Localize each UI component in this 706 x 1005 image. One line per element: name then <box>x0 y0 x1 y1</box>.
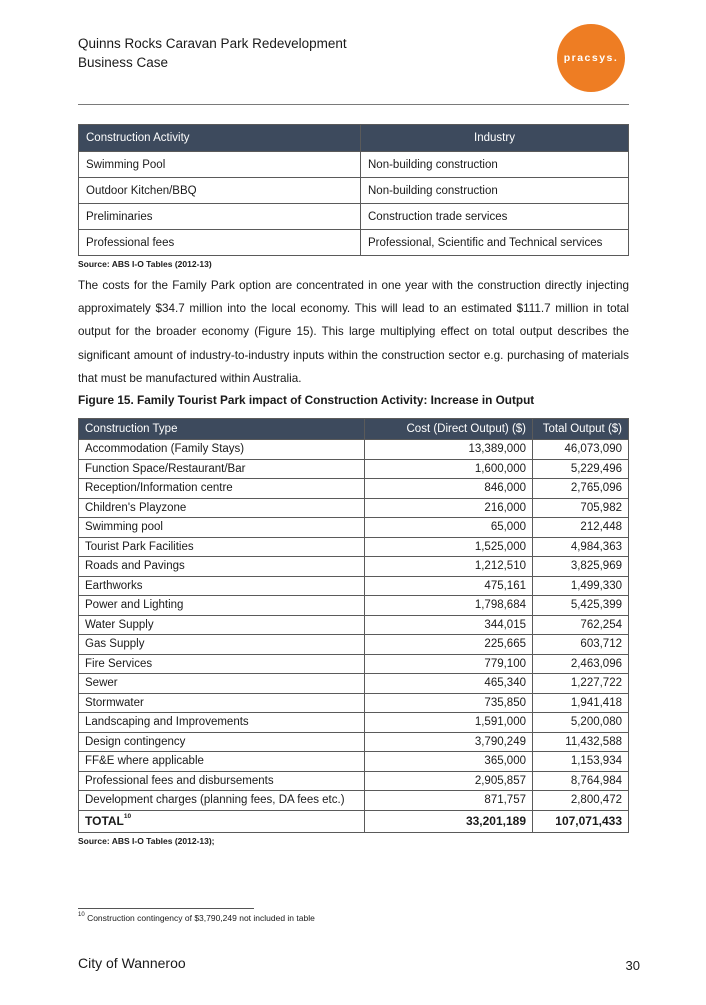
type-cell: Children's Playzone <box>79 498 365 518</box>
cost-cell: 735,850 <box>365 693 533 713</box>
header-divider <box>78 104 629 105</box>
table-row <box>79 576 629 596</box>
column-header-activity: Construction Activity <box>79 125 361 152</box>
type-cell: Design contingency <box>79 732 365 752</box>
cost-cell: 871,757 <box>365 791 533 811</box>
type-cell: Earthworks <box>79 576 365 596</box>
pracsys-logo <box>557 24 625 92</box>
type-cell: Swimming pool <box>79 518 365 538</box>
cost-cell: 3,790,249 <box>365 732 533 752</box>
output-cell: 2,765,096 <box>533 479 629 499</box>
footnote-ref: 10 <box>123 813 132 820</box>
cost-cell: 1,591,000 <box>365 713 533 733</box>
output-cell: 603,712 <box>533 635 629 655</box>
column-header-construction-type: Construction Type <box>79 419 365 440</box>
type-cell: Roads and Pavings <box>79 557 365 577</box>
output-cell: 762,254 <box>533 615 629 635</box>
output-cell: 11,432,588 <box>533 732 629 752</box>
table-row <box>79 654 629 674</box>
table-row <box>79 152 629 178</box>
cost-cell: 13,389,000 <box>365 440 533 460</box>
industry-cell: Non-building construction <box>361 152 629 178</box>
total-label-cell <box>79 810 365 832</box>
header-line-1: Quinns Rocks Caravan Park Redevelopment <box>78 36 347 51</box>
output-cell: 5,425,399 <box>533 596 629 616</box>
output-cell: 1,941,418 <box>533 693 629 713</box>
table-row <box>79 498 629 518</box>
industry-cell: Construction trade services <box>361 204 629 230</box>
activity-cell: Professional fees <box>79 230 361 256</box>
type-cell: Fire Services <box>79 654 365 674</box>
output-cell: 46,073,090 <box>533 440 629 460</box>
header-line-2: Business Case <box>78 55 169 70</box>
activity-cell: Outdoor Kitchen/BBQ <box>79 178 361 204</box>
footnote-number: 10 <box>78 912 85 918</box>
output-cell: 4,984,363 <box>533 537 629 557</box>
cost-cell: 1,212,510 <box>365 557 533 577</box>
table-row <box>79 732 629 752</box>
table-row <box>79 440 629 460</box>
column-header-total-output: Total Output ($) <box>533 419 629 440</box>
type-cell: Gas Supply <box>79 635 365 655</box>
industry-cell: Professional, Scientific and Technical services <box>361 230 629 256</box>
cost-cell: 2,905,857 <box>365 771 533 791</box>
table-row <box>79 479 629 499</box>
industry-cell: Non-building construction <box>361 178 629 204</box>
page-number: 30 <box>625 958 640 973</box>
table-row <box>79 771 629 791</box>
type-cell: Professional fees and disbursements <box>79 771 365 791</box>
activity-table-source: Source: ABS I-O Tables (2012-13) <box>78 259 212 269</box>
type-cell: Tourist Park Facilities <box>79 537 365 557</box>
output-cell: 705,982 <box>533 498 629 518</box>
table-row <box>79 518 629 538</box>
cost-cell: 225,665 <box>365 635 533 655</box>
body-paragraph: The costs for the Family Park option are concentrated in one year with the construction directly injecting approximately $34.7 million into the local economy. This will lead to an estimated $111.7 million in total output for the broader economy (Figure 15). This large multiplying effect on total output describes the significant amount of industry-to-industry inputs within the construction sector e.g. purchasing of materials that must be manufactured within Australia. <box>78 279 629 385</box>
table-header-row <box>79 419 629 440</box>
output-table-source: Source: ABS I-O Tables (2012-13); <box>78 836 215 846</box>
cost-cell: 475,161 <box>365 576 533 596</box>
type-cell: Accommodation (Family Stays) <box>79 440 365 460</box>
table-row <box>79 615 629 635</box>
logo-text: pracsys. <box>563 52 619 64</box>
output-cell: 1,499,330 <box>533 576 629 596</box>
table-row <box>79 752 629 772</box>
total-label: TOTAL <box>85 814 124 828</box>
total-output-cell: 107,071,433 <box>533 810 629 832</box>
cost-cell: 846,000 <box>365 479 533 499</box>
table-row <box>79 674 629 694</box>
table-row <box>79 693 629 713</box>
output-cell: 1,153,934 <box>533 752 629 772</box>
table-header-row <box>79 125 629 152</box>
total-cost-cell: 33,201,189 <box>365 810 533 832</box>
footer-organisation: City of Wanneroo <box>78 955 186 971</box>
output-cell: 5,229,496 <box>533 459 629 479</box>
table-row <box>79 635 629 655</box>
table-row <box>79 791 629 811</box>
cost-cell: 1,600,000 <box>365 459 533 479</box>
cost-cell: 779,100 <box>365 654 533 674</box>
column-header-cost: Cost (Direct Output) ($) <box>365 419 533 440</box>
footnote-text: Construction contingency of $3,790,249 not included in table <box>87 913 315 923</box>
table-row <box>79 178 629 204</box>
type-cell: Sewer <box>79 674 365 694</box>
table-row <box>79 596 629 616</box>
table-row <box>79 557 629 577</box>
type-cell: FF&E where applicable <box>79 752 365 772</box>
table-row <box>79 459 629 479</box>
type-cell: Stormwater <box>79 693 365 713</box>
document-header <box>78 34 347 72</box>
output-cell: 5,200,080 <box>533 713 629 733</box>
type-cell: Reception/Information centre <box>79 479 365 499</box>
output-cell: 212,448 <box>533 518 629 538</box>
output-cell: 8,764,984 <box>533 771 629 791</box>
footnote <box>78 913 315 923</box>
footnote-divider <box>78 908 254 909</box>
type-cell: Water Supply <box>79 615 365 635</box>
output-cell: 2,463,096 <box>533 654 629 674</box>
output-cell: 1,227,722 <box>533 674 629 694</box>
type-cell: Power and Lighting <box>79 596 365 616</box>
cost-cell: 365,000 <box>365 752 533 772</box>
construction-activity-table <box>78 124 629 256</box>
figure-title: Figure 15. Family Tourist Park impact of Construction Activity: Increase in Output <box>78 393 535 407</box>
type-cell: Function Space/Restaurant/Bar <box>79 459 365 479</box>
cost-cell: 344,015 <box>365 615 533 635</box>
activity-cell: Preliminaries <box>79 204 361 230</box>
activity-cell: Swimming Pool <box>79 152 361 178</box>
table-row <box>79 204 629 230</box>
type-cell: Landscaping and Improvements <box>79 713 365 733</box>
cost-cell: 216,000 <box>365 498 533 518</box>
construction-output-table <box>78 418 629 833</box>
total-row <box>79 810 629 832</box>
cost-cell: 1,525,000 <box>365 537 533 557</box>
cost-cell: 465,340 <box>365 674 533 694</box>
cost-cell: 1,798,684 <box>365 596 533 616</box>
table-row <box>79 230 629 256</box>
column-header-industry: Industry <box>361 125 629 152</box>
type-cell: Development charges (planning fees, DA fees etc.) <box>79 791 365 811</box>
output-cell: 2,800,472 <box>533 791 629 811</box>
cost-cell: 65,000 <box>365 518 533 538</box>
table-row <box>79 537 629 557</box>
table-row <box>79 713 629 733</box>
output-cell: 3,825,969 <box>533 557 629 577</box>
